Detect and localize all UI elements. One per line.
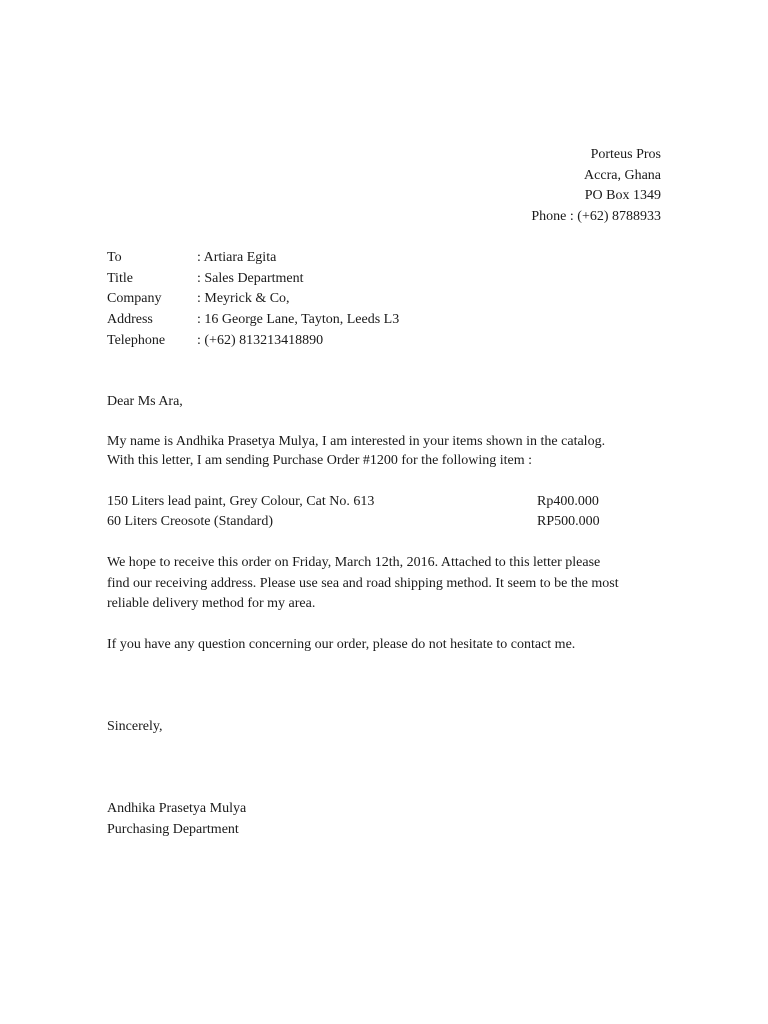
- signature-department: Purchasing Department: [107, 821, 239, 837]
- signature-name: Andhika Prasetya Mulya: [107, 801, 247, 816]
- signature-block: [107, 799, 246, 840]
- recipient-label: To: [107, 250, 122, 265]
- intro-line: With this letter, I am sending Purchase Order #1200 for the following item :: [107, 452, 533, 468]
- recipient-row-title: [107, 269, 399, 290]
- delivery-paragraph: [107, 553, 619, 615]
- recipient-row-address: [107, 310, 399, 331]
- sender-city: Accra, Ghana: [584, 167, 661, 183]
- intro-paragraph: [107, 433, 605, 470]
- recipient-label: Title: [107, 270, 133, 286]
- sender-name: Porteus Pros: [590, 147, 661, 162]
- intro-line: My name is Andhika Prasetya Mulya, I am interested in your items shown in the catalog.: [107, 434, 606, 449]
- delivery-line: We hope to receive this order on Friday, March 12th, 2016. Attached to this letter please: [107, 555, 601, 570]
- questions-paragraph: If you have any question concerning our order, please do not hesitate to contact me.: [107, 637, 576, 652]
- item-description: 60 Liters Creosote (Standard): [107, 513, 274, 529]
- order-item-row: [107, 492, 600, 512]
- recipient-label: Company: [107, 291, 162, 307]
- delivery-line: find our receiving address. Please use sea and road shipping method. It seem to be the most: [107, 575, 619, 591]
- recipient-row-telephone: [107, 331, 399, 352]
- recipient-row-to: [107, 248, 399, 269]
- delivery-line: reliable delivery method for my area.: [107, 596, 316, 611]
- recipient-value: : Sales Department: [197, 270, 304, 286]
- recipient-value: : 16 George Lane, Tayton, Leeds L3: [197, 312, 400, 328]
- recipient-value: : Meyrick & Co,: [197, 291, 290, 307]
- recipient-label: Telephone: [107, 332, 166, 348]
- sender-block: [531, 145, 661, 228]
- recipient-value: : (+62) 813213418890: [197, 332, 324, 348]
- order-items: [107, 492, 600, 531]
- recipient-row-company: [107, 289, 399, 310]
- order-item-row: [107, 512, 600, 532]
- item-price: Rp400.000: [537, 494, 599, 509]
- salutation: Dear Ms Ara,: [107, 394, 183, 409]
- sender-phone: Phone : (+62) 8788933: [531, 209, 661, 225]
- sender-po-box: PO Box 1349: [584, 188, 661, 204]
- item-price: RP500.000: [537, 513, 600, 529]
- closing: Sincerely,: [107, 719, 163, 734]
- item-description: 150 Liters lead paint, Grey Colour, Cat No. 613: [107, 494, 375, 509]
- recipient-block: [107, 248, 399, 352]
- recipient-value: : Artiara Egita: [197, 250, 277, 265]
- recipient-label: Address: [107, 312, 153, 328]
